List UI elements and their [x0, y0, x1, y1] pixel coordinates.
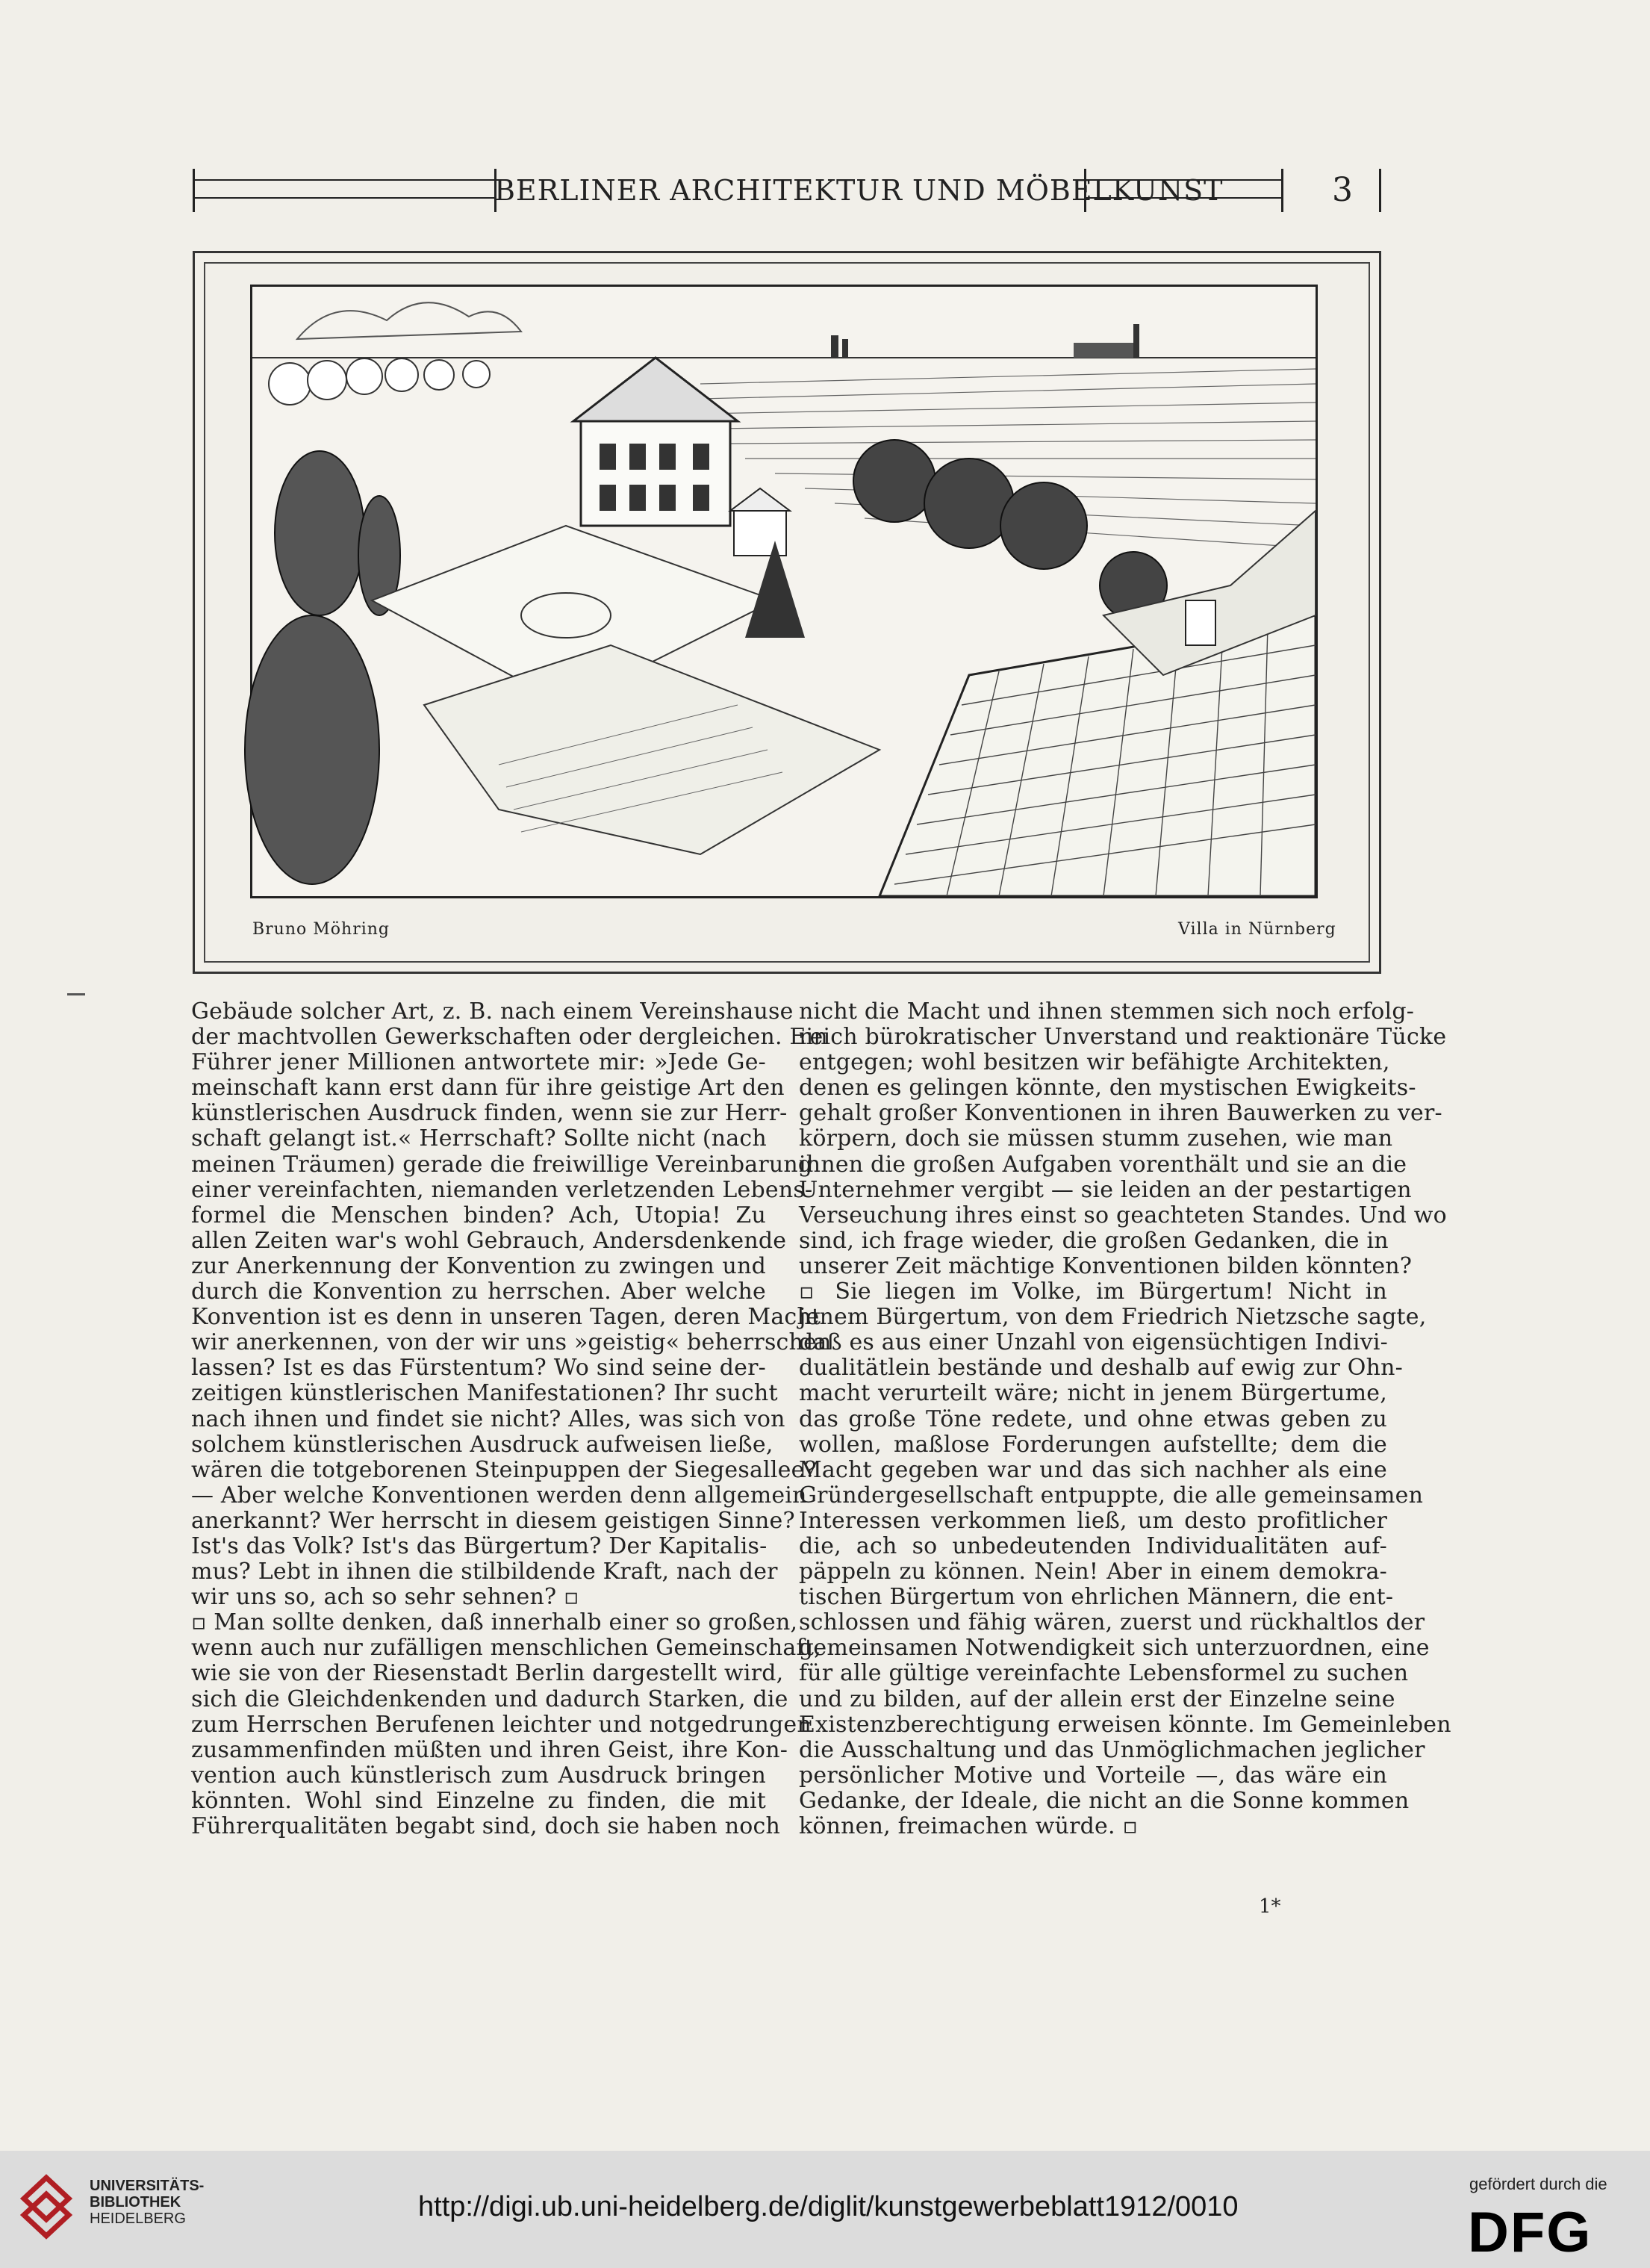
right-text-column [799, 998, 1451, 1839]
text-line: tischen Bürgertum von ehrlichen Männern, die ent- [799, 1584, 1394, 1611]
text-line: — Aber welche Konventionen werden denn allgemein [191, 1482, 807, 1509]
text-line: Gedanke, der Ideale, die nicht an die Sonne kommen [799, 1787, 1410, 1814]
text-line: die, ach so unbedeutenden Individualitäten auf- [799, 1532, 1387, 1559]
caption-architect: Bruno Möhring [252, 920, 390, 939]
library-line: HEIDELBERG [90, 2210, 186, 2227]
text-line: das große Töne redete, und ohne etwas geben zu [799, 1405, 1387, 1432]
header-rule [1084, 179, 1281, 181]
villa-illustration [250, 285, 1318, 898]
digitization-footer [0, 2151, 1650, 2268]
text-line: wollen, maßlose Forderungen aufstellte; dem die [799, 1431, 1387, 1458]
text-line: nach ihnen und findet sie nicht? Alles, was sich von [191, 1405, 785, 1432]
text-line: zum Herrschen Berufenen leichter und notgedrungen [191, 1711, 812, 1738]
page-number: 3 [1332, 171, 1353, 209]
text-line: zusammenfinden müßten und ihren Geist, ihre Kon- [191, 1736, 788, 1763]
text-line: Interessen verkommen ließ, um desto profitlicher [799, 1507, 1387, 1534]
text-line: denen es gelingen könnte, den mystischen Ewigkeits- [799, 1075, 1416, 1102]
text-line: päppeln zu können. Nein! Aber in einem demokra- [799, 1559, 1387, 1585]
text-line: zur Anerkennung der Konvention zu zwingen und [191, 1252, 766, 1279]
university-library-logo [16, 2169, 76, 2243]
text-line: entgegen; wohl besitzen wir befähigte Architekten, [799, 1049, 1390, 1076]
text-line: sind, ich frage wieder, die großen Gedanken, die in [799, 1227, 1389, 1254]
text-line: der machtvollen Gewerkschaften oder dergleichen. Ein [191, 1024, 828, 1051]
text-line: vention auch künstlerisch zum Ausdruck bringen [191, 1762, 766, 1789]
text-line: wären die totgeborenen Steinpuppen der Siegesallee? [191, 1456, 817, 1483]
text-line: dualitätlein bestände und deshalb auf ewig zur Ohn- [799, 1355, 1403, 1382]
text-line: Ist's das Volk? Ist's das Bürgertum? Der Kapitalis- [191, 1532, 768, 1559]
text-line: gehalt großer Konventionen in ihren Bauwerken zu ver- [799, 1100, 1442, 1127]
text-line: reich bürokratischer Unverstand und reaktionäre Tücke [799, 1024, 1447, 1051]
text-line: wir uns so, ach so sehr sehnen? ▫ [191, 1584, 579, 1611]
text-line: meinschaft kann erst dann für ihre geistige Art den [191, 1075, 785, 1102]
text-line: die Ausschaltung und das Unmöglichmachen jeglicher [799, 1736, 1425, 1763]
running-title: BERLINER ARCHITEKTUR UND MÖBELKUNST [494, 174, 1224, 207]
text-line: jenem Bürgertum, von dem Friedrich Nietzsche sagte, [799, 1304, 1427, 1331]
text-line: ihnen die großen Aufgaben vorenthält und sie an die [799, 1151, 1407, 1178]
text-line: wie sie von der Riesenstadt Berlin dargestellt wird, [191, 1660, 784, 1687]
text-line: Gebäude solcher Art, z. B. nach einem Vereinshause [191, 998, 794, 1025]
left-text-column [191, 998, 832, 1839]
margin-mark [67, 993, 85, 995]
caption-title: Villa in Nürnberg [1178, 920, 1336, 939]
signature-mark: 1* [1259, 1895, 1281, 1918]
text-line: allen Zeiten war's wohl Gebrauch, Andersdenkende [191, 1227, 787, 1254]
header-rule [193, 197, 494, 199]
text-line: zeitigen künstlerischen Manifestationen? Ihr sucht [191, 1380, 778, 1407]
text-line: daß es aus einer Unzahl von eigensüchtigen Indivi- [799, 1329, 1388, 1356]
text-line: Unternehmer vergibt — sie leiden an der pestartigen [799, 1176, 1412, 1203]
text-line: können, freimachen würde. ▫ [799, 1813, 1138, 1839]
text-line: einer vereinfachten, niemanden verletzenden Lebens- [191, 1176, 813, 1203]
text-line: anerkannt? Wer herrscht in diesem geistigen Sinne? [191, 1507, 795, 1534]
text-line: Gründergesellschaft entpuppte, die alle gemeinsamen [799, 1482, 1424, 1509]
text-line: Existenzberechtigung erweisen könnte. Im Gemeinleben [799, 1711, 1451, 1738]
header-rule [193, 179, 494, 181]
running-header [193, 169, 1381, 217]
text-line: macht verurteilt wäre; nicht in jenem Bürgertume, [799, 1380, 1387, 1407]
funded-by-label: gefördert durch die [1469, 2175, 1607, 2193]
text-line: für alle gültige vereinfachte Lebensformel zu suchen [799, 1660, 1409, 1687]
text-line: solchem künstlerischen Ausdruck aufweisen ließe, [191, 1431, 773, 1458]
text-line: wir anerkennen, von der wir uns »geistig« beherrschen [191, 1329, 832, 1356]
text-line: meinen Träumen) gerade die freiwillige Vereinbarung [191, 1151, 813, 1178]
text-line: könnten. Wohl sind Einzelne zu finden, die mit [191, 1787, 766, 1814]
villa-drawing [252, 287, 1316, 896]
text-line: sich die Gleichdenkenden und dadurch Starken, die [191, 1686, 788, 1712]
text-line: mus? Lebt in ihnen die stilbildende Kraft, nach der [191, 1559, 778, 1585]
text-line: formel die Menschen binden? Ach, Utopia! Zu [191, 1202, 766, 1228]
text-line: schlossen und fähig wären, zuerst und rückhaltlos der [799, 1609, 1425, 1636]
text-line: körpern, doch sie müssen stumm zusehen, wie man [799, 1125, 1393, 1152]
text-line: gemeinsamen Notwendigkeit sich unterzuordnen, eine [799, 1635, 1430, 1662]
text-line: lassen? Ist es das Fürstentum? Wo sind seine der- [191, 1355, 766, 1382]
text-line: ▫ Man sollte denken, daß innerhalb einer so großen, [191, 1609, 798, 1636]
text-line: nicht die Macht und ihnen stemmen sich noch erfolg- [799, 998, 1415, 1025]
text-line: schaft gelangt ist.« Herrschaft? Sollte nicht (nach [191, 1125, 767, 1152]
text-line: und zu bilden, auf der allein erst der Einzelne seine [799, 1686, 1395, 1712]
header-rule [1084, 197, 1281, 199]
text-line: unserer Zeit mächtige Konventionen bilden könnten? [799, 1252, 1413, 1279]
text-line: durch die Konvention zu herrschen. Aber welche [191, 1279, 766, 1305]
text-line: künstlerischen Ausdruck finden, wenn sie zur Herr- [191, 1100, 788, 1127]
library-line: UNIVERSITÄTS- [90, 2178, 205, 2194]
text-line: Macht gegeben war und das sich nachher als eine [799, 1456, 1387, 1483]
header-divider [1281, 169, 1283, 212]
text-line: Führer jener Millionen antwortete mir: »Jede Ge- [191, 1049, 766, 1076]
text-line: persönlicher Motive und Vorteile —, das wäre ein [799, 1762, 1387, 1789]
text-line: wenn auch nur zufälligen menschlichen Gemeinschaft, [191, 1635, 821, 1662]
dfg-logo: DFG [1468, 2201, 1593, 2264]
text-line: ▫ Sie liegen im Volke, im Bürgertum! Nicht in [799, 1279, 1387, 1305]
header-divider [1084, 169, 1086, 212]
text-line: Verseuchung ihres einst so geachteten Standes. Und wo [799, 1202, 1447, 1228]
library-line: BIBLIOTHEK [90, 2194, 181, 2210]
text-line: Führerqualitäten begabt sind, doch sie haben noch [191, 1813, 781, 1839]
text-line: Konvention ist es denn in unseren Tagen, deren Macht [191, 1304, 821, 1331]
permalink-url[interactable]: http://digi.ub.uni-heidelberg.de/diglit/kunstgewerbeblatt1912/0010 [418, 2191, 1239, 2222]
library-name [90, 2178, 204, 2227]
